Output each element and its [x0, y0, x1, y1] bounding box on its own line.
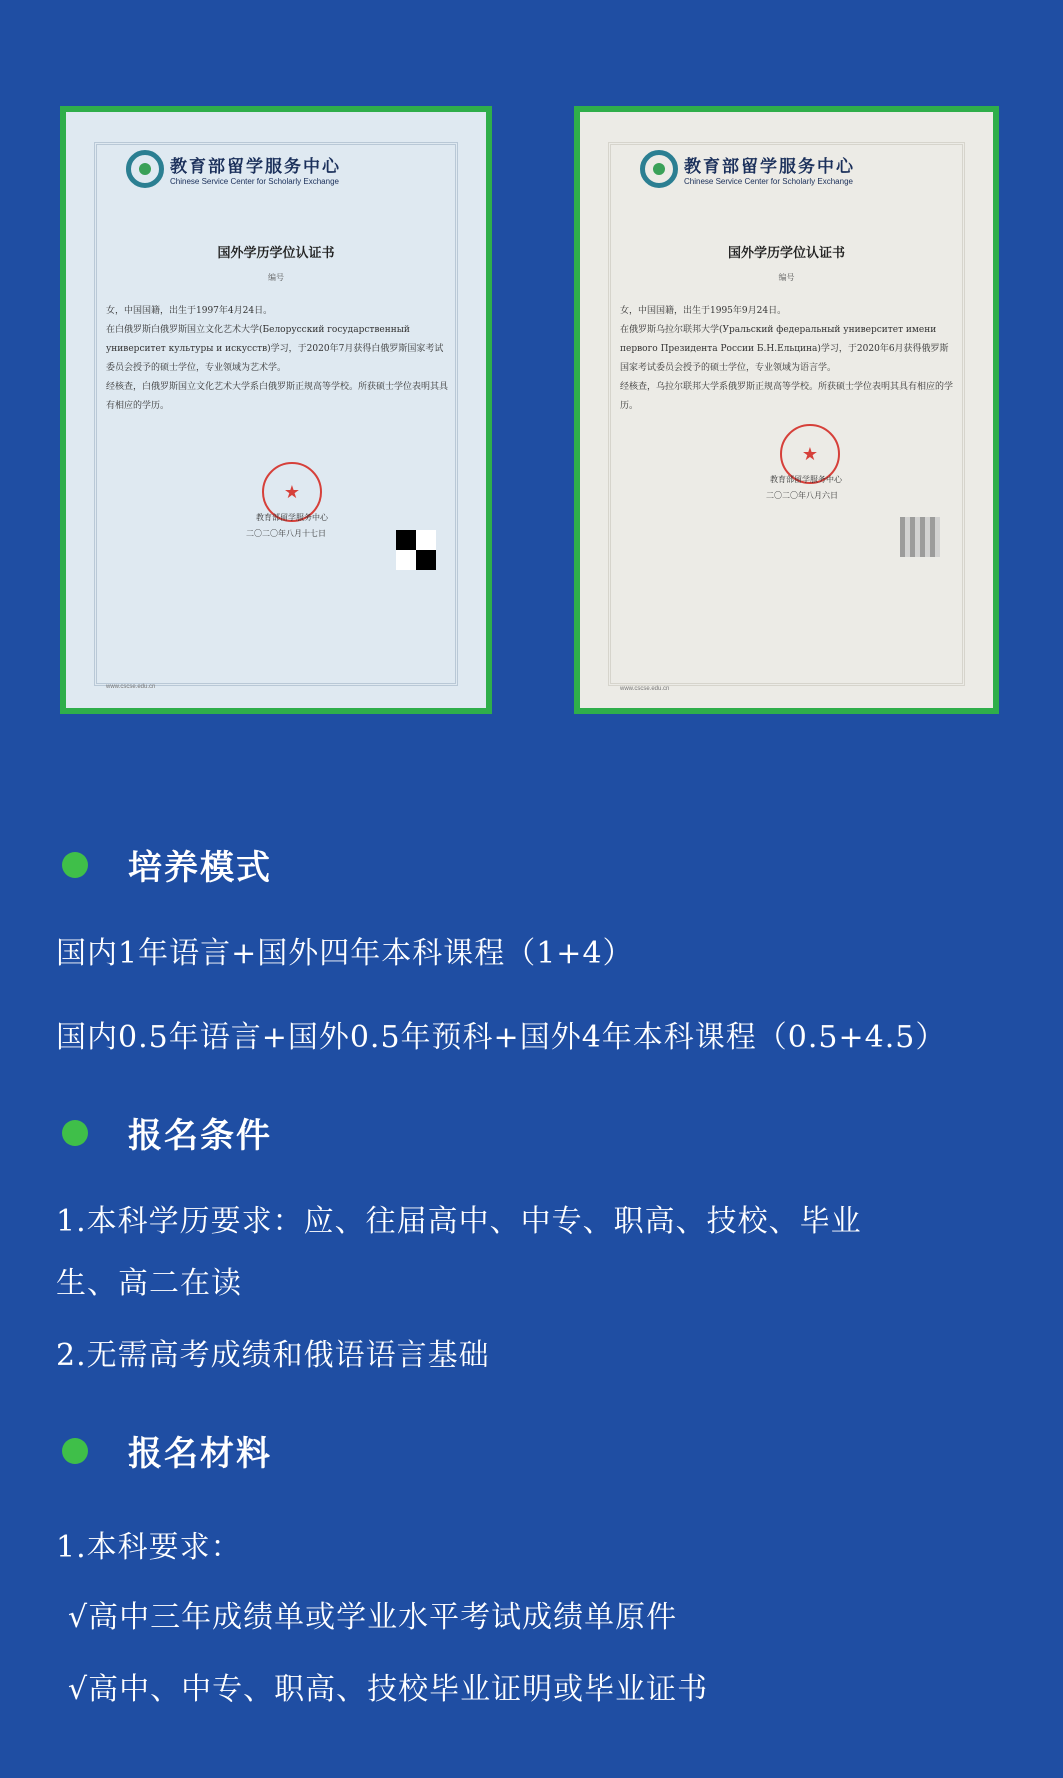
certificate-paragraph: 经核查，白俄罗斯国立文化艺术大学系白俄罗斯正规高等学校。所获硕士学位表明其具有相应的学历。 [106, 382, 449, 411]
section-line: 国内0.5年语言+国外0.5年预科+国外4年本科课程（0.5+4.5） [56, 1020, 947, 1055]
section-header-requirements [62, 1108, 272, 1157]
certificate-url: www.cscse.edu.cn [106, 684, 156, 690]
certificate-title: 国外学历学位认证书 [727, 246, 845, 261]
cscse-logo-icon [640, 150, 678, 188]
green-bullet-icon [62, 852, 88, 878]
section-title: 培养模式 [128, 848, 272, 888]
org-name-en: Chinese Service Center for Scholarly Exchange [684, 177, 853, 186]
qr-code-icon [900, 517, 940, 557]
certificate-signature: 教育部留学服务中心 [770, 475, 842, 484]
green-bullet-icon [62, 1120, 88, 1146]
section-title: 报名条件 [128, 1116, 272, 1156]
certificate-paragraph: 经核查，乌拉尔联邦大学系俄罗斯正规高等学校。所获硕士学位表明其具有相应的学历。 [620, 382, 954, 411]
certificate-date: 二〇二〇年八月十七日 [246, 529, 326, 538]
org-name-en: Chinese Service Center for Scholarly Exchange [170, 177, 339, 186]
section-line: 国内1年语言+国外四年本科课程（1+4） [56, 936, 634, 971]
certificate-paragraph: 女，中国国籍，出生于1995年9月24日。 [620, 306, 787, 316]
certificate-body [620, 302, 957, 416]
section-line: 生、高二在读 [56, 1266, 242, 1301]
certificate-number-label: 编号 [268, 273, 284, 282]
certificate-paragraph: 在俄罗斯乌拉尔联邦大学(Уральский федеральный университет имени первого Президента России Б.Н.Ельцина)学习，于2020年6月获得俄罗斯国家考试委员会授予的硕士学位，专业领域为语言学。 [620, 325, 949, 373]
cscse-logo [126, 150, 341, 188]
certificate-image-left [60, 106, 492, 714]
certificate-paragraph: 在白俄罗斯白俄罗斯国立文化艺术大学(Белорусский государственный университет культуры и искусств)学习，于2020年7月获得白俄罗斯国家考试委员会授予的硕士学位，专业领域为艺术学。 [106, 325, 444, 373]
org-name-cn: 教育部留学服务中心 [170, 157, 341, 177]
section-line: √高中三年成绩单或学业水平考试成绩单原件 [68, 1600, 678, 1635]
certificate-paragraph: 女，中国国籍，出生于1997年4月24日。 [106, 306, 273, 316]
section-line: 2.无需高考成绩和俄语语言基础 [56, 1338, 490, 1373]
certificate-title: 国外学历学位认证书 [217, 246, 335, 261]
certificate-date: 二〇二〇年八月六日 [766, 491, 838, 500]
green-bullet-icon [62, 1438, 88, 1464]
cscse-logo [640, 150, 855, 188]
section-header-materials [62, 1426, 272, 1475]
org-name-cn: 教育部留学服务中心 [684, 157, 855, 177]
certificate-signature: 教育部留学服务中心 [256, 513, 328, 522]
qr-code-icon [396, 530, 436, 570]
section-title: 报名材料 [128, 1434, 272, 1474]
red-seal-icon: ★ [262, 462, 322, 522]
section-line: 1.本科学历要求：应、往届高中、中专、职高、技校、毕业 [56, 1204, 862, 1239]
certificate-image-right [574, 106, 999, 714]
section-header-training-mode [62, 840, 272, 889]
section-line: 1.本科要求： [56, 1530, 242, 1565]
cscse-logo-icon [126, 150, 164, 188]
red-seal-icon: ★ [780, 424, 840, 484]
certificate-url: www.cscse.edu.cn [620, 686, 670, 692]
section-line: √高中、中专、职高、技校毕业证明或毕业证书 [68, 1672, 709, 1707]
certificate-body [106, 302, 450, 416]
certificate-number-label: 编号 [778, 273, 795, 282]
